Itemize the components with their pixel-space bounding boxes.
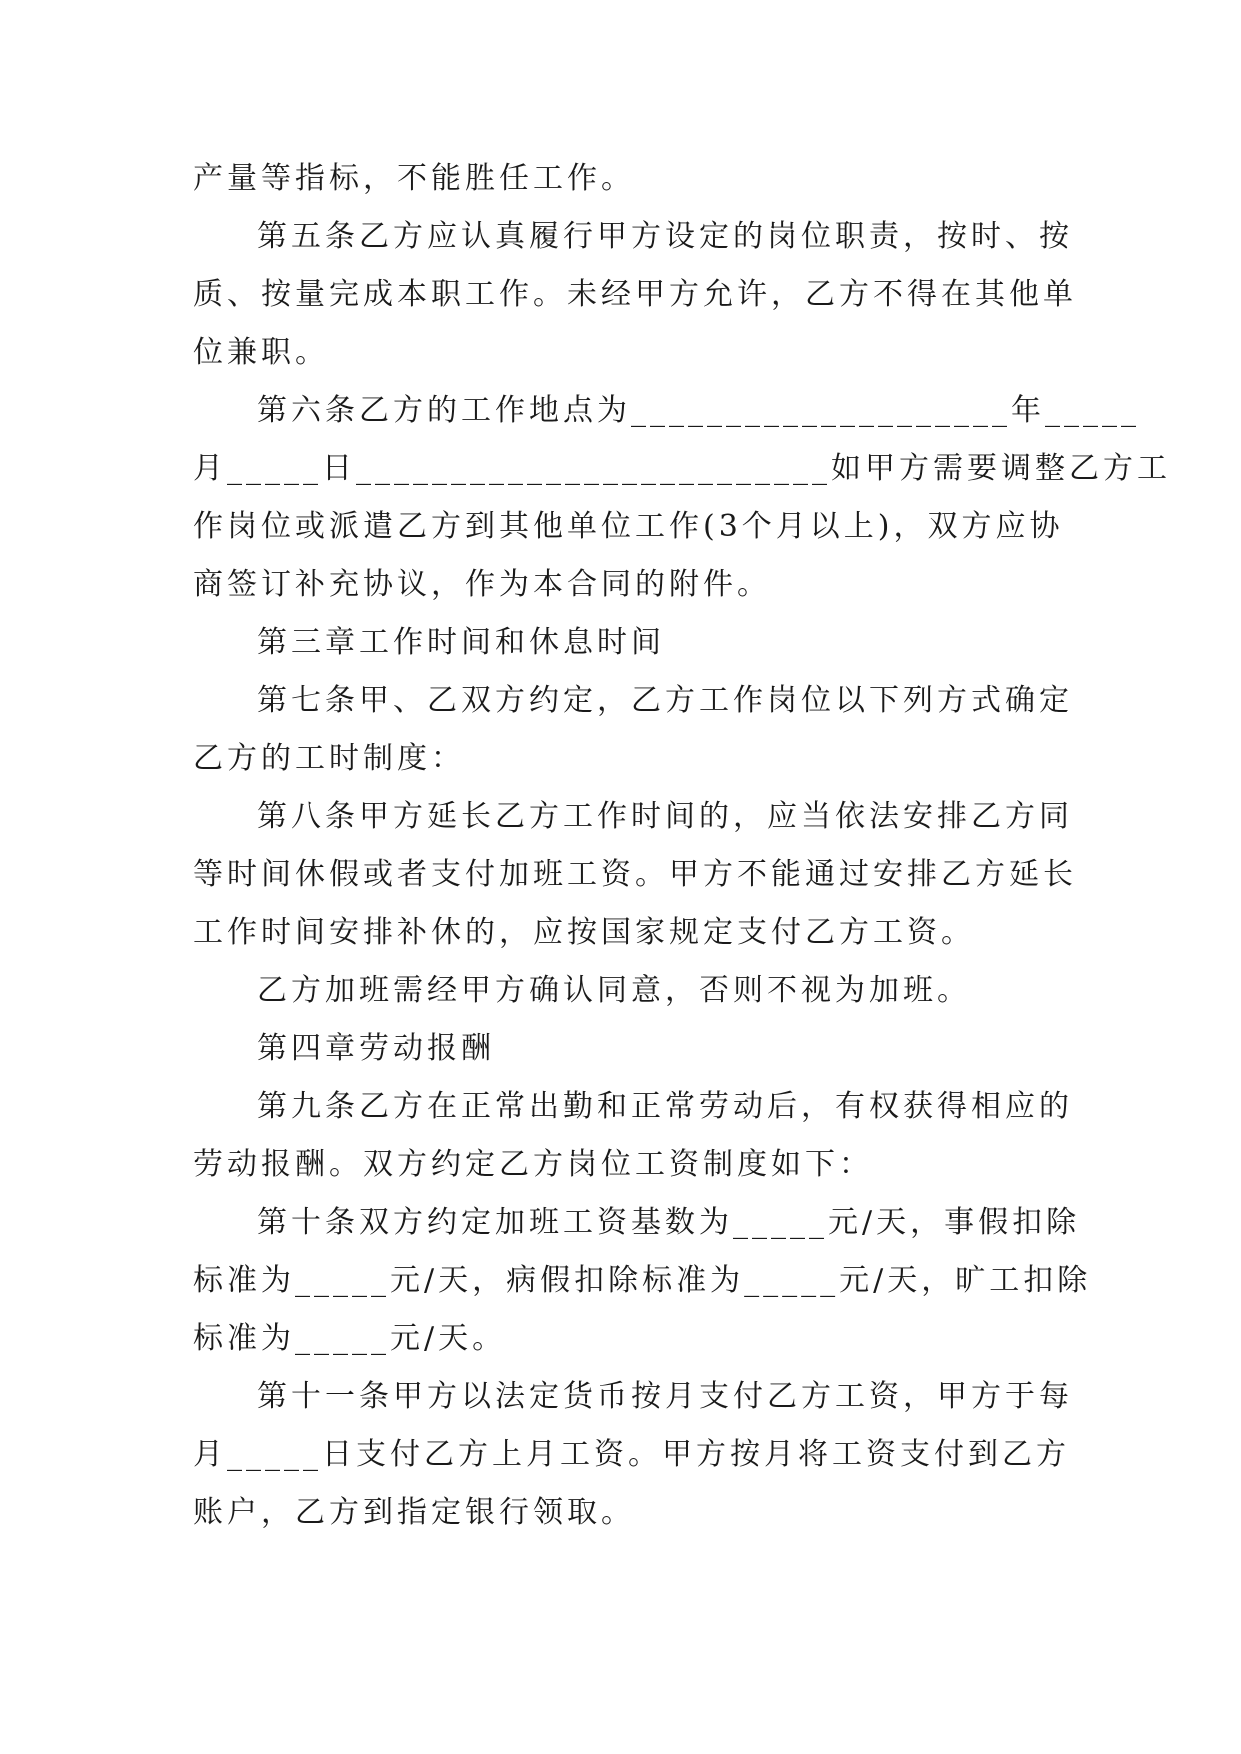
text-line-23: 月_____日支付乙方上月工资。甲方按月将工资支付到乙方 [193, 1437, 1070, 1472]
text-line-8: 商签订补充协议，作为本合同的附件。 [193, 567, 771, 602]
text-line-13: 等时间休假或者支付加班工资。甲方不能通过安排乙方延长 [193, 857, 1077, 892]
text-line-22: 第十一条甲方以法定货币按月支付乙方工资，甲方于每 [257, 1379, 1073, 1414]
text-line-3: 质、按量完成本职工作。未经甲方允许，乙方不得在其他单 [193, 277, 1077, 312]
text-line-5: 第六条乙方的工作地点为____________________年_____ [257, 393, 1140, 428]
text-line-11: 乙方的工时制度： [193, 741, 465, 776]
text-line-12: 第八条甲方延长乙方工作时间的，应当依法安排乙方同 [257, 799, 1073, 834]
document-page [193, 150, 1171, 1542]
text-line-4: 位兼职。 [193, 335, 329, 370]
text-line-14: 工作时间安排补休的，应按国家规定支付乙方工资。 [193, 915, 975, 950]
text-line-15: 乙方加班需经甲方确认同意，否则不视为加班。 [257, 973, 971, 1008]
text-line-10: 第七条甲、乙双方约定，乙方工作岗位以下列方式确定 [257, 683, 1073, 718]
text-line-19: 第十条双方约定加班工资基数为_____元/天，事假扣除 [257, 1205, 1081, 1240]
text-line-7: 作岗位或派遣乙方到其他单位工作(3个月以上)，双方应协 [193, 509, 1064, 544]
text-line-20: 标准为_____元/天，病假扣除标准为_____元/天，旷工扣除 [193, 1263, 1092, 1298]
text-line-1: 产量等指标，不能胜任工作。 [193, 161, 635, 196]
text-line-24: 账户，乙方到指定银行领取。 [193, 1495, 635, 1530]
text-line-17: 第九条乙方在正常出勤和正常劳动后，有权获得相应的 [257, 1089, 1073, 1124]
chapter-heading-4: 第四章劳动报酬 [257, 1031, 495, 1066]
text-line-6: 月_____日_________________________如甲方需要调整乙方工 [193, 451, 1171, 486]
chapter-heading-3: 第三章工作时间和休息时间 [257, 625, 665, 660]
text-line-18: 劳动报酬。双方约定乙方岗位工资制度如下： [193, 1147, 873, 1182]
text-line-21: 标准为_____元/天。 [193, 1321, 507, 1356]
text-line-2: 第五条乙方应认真履行甲方设定的岗位职责，按时、按 [257, 219, 1073, 254]
